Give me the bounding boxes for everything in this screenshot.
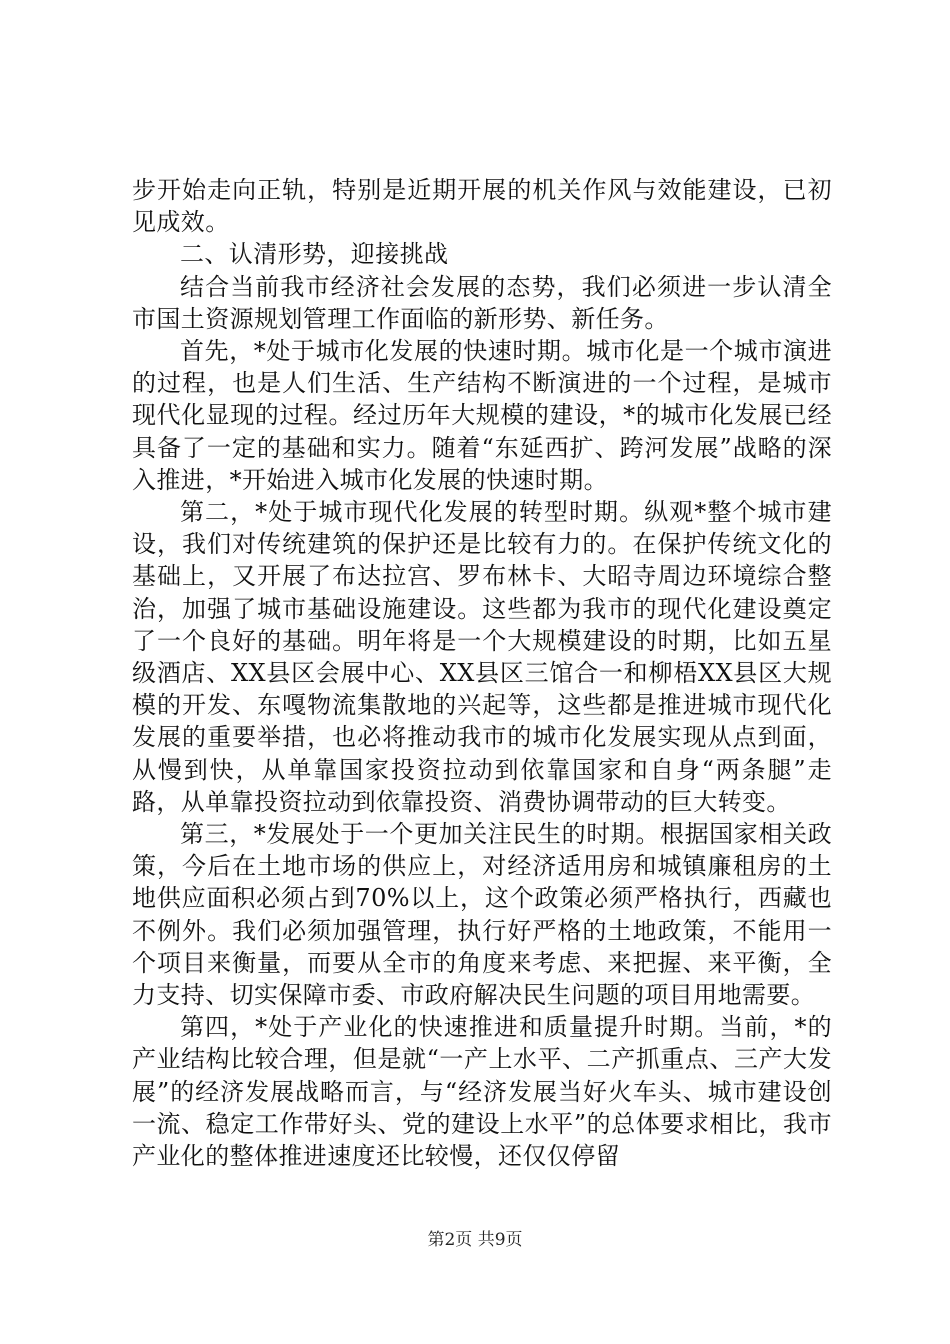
section-heading: 二、认清形势，迎接挑战 [180, 240, 449, 269]
body-paragraph: 结合当前我市经济社会发展的态势，我们必须进一步认清全市国土资源规划管理工作面临的新形势、新任务。 [132, 272, 832, 333]
body-paragraph: 第二，*处于城市现代化发展的转型时期。纵观*整个城市建设，我们对传统建筑的保护还是比较有力的。在保护传统文化的基础上，又开展了布达拉宫、罗布林卡、大昭寺周边环境综合整治，加强了城市基础设施建设。这些都为我市的现代化建设奠定了一个良好的基础。明年将是一个大规模建设的时期，比如五星级酒店、XX县区会展中心、XX县区三馆合一和柳梧XX县区大规模的开发、东嘎物流集散地的兴起等，这些都是推进城市现代化发展的重要举措，也必将推动我市的城市化发展实现从点到面，从慢到快，从单靠国家投资拉动到依靠国家和自身“两条腿”走路，从单靠投资拉动到依靠投资、消费协调带动的巨大转变。 [132, 498, 832, 816]
page-number-footer: 第2页 共9页 [427, 1230, 523, 1250]
body-paragraph: 第四，*处于产业化的快速推进和质量提升时期。当前，*的产业结构比较合理，但是就“一产上水平、二产抓重点、三产大发展”的经济发展战略而言，与“经济发展当好火车头、城市建设创一流、稳定工作带好头、党的建设上水平”的总体要求相比，我市产业化的整体推进速度还比较慢，还仅仅停留 [132, 1013, 832, 1171]
body-paragraph: 第三，*发展处于一个更加关注民生的时期。根据国家相关政策，今后在土地市场的供应上，对经济适用房和城镇廉租房的土地供应面积必须占到70%以上，这个政策必须严格执行，西藏也不例外。我们必须加强管理，执行好严格的土地政策，不能用一个项目来衡量，而要从全市的角度来考虑、来把握、来平衡，全力支持、切实保障市委、市政府解决民生问题的项目用地需要。 [132, 820, 832, 1010]
body-paragraph: 步开始走向正轨，特别是近期开展的机关作风与效能建设，已初见成效。 [132, 176, 832, 237]
body-paragraph: 首先，*处于城市化发展的快速时期。城市化是一个城市演进的过程，也是人们生活、生产结构不断演进的一个过程，是城市现代化显现的过程。经过历年大规模的建设，*的城市化发展已经具备了一定的基础和实力。随着“东延西扩、跨河发展”战略的深入推进，*开始进入城市化发展的快速时期。 [132, 337, 832, 494]
document-body [132, 174, 832, 1172]
